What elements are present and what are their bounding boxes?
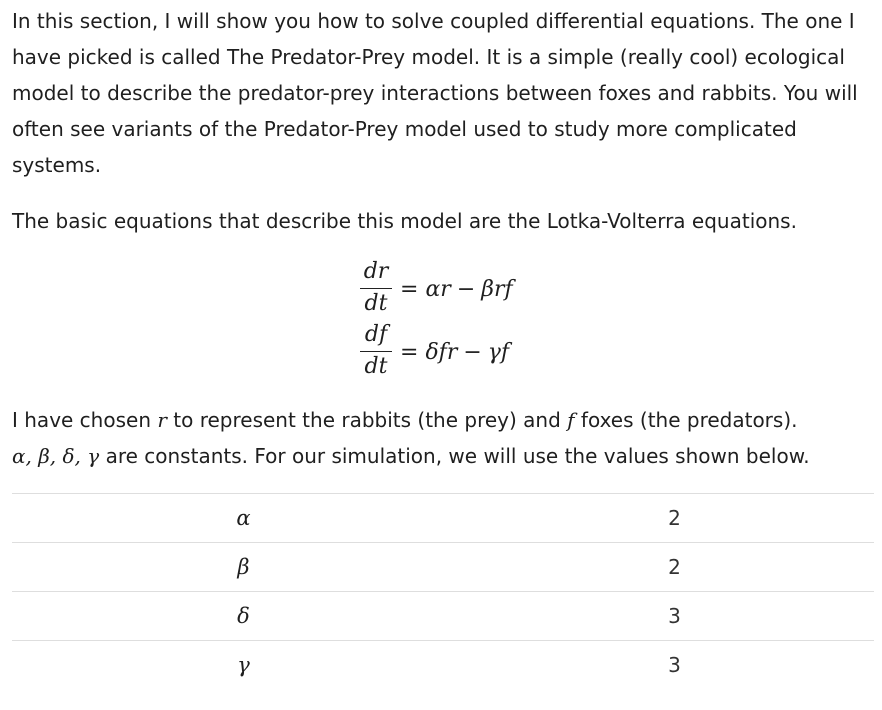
constant-value: 3 bbox=[668, 653, 681, 677]
intro-paragraph: In this section, I will show you how to solve coupled differential equations. The one I have picked is called The Predator-Prey model. It is a simple (really cool) ecological model to describe the predator-prey interactions between foxes and rabbits. You will often see variants of the Predator-Prey model used to study more complicated systems. bbox=[12, 9, 858, 177]
equation-foxes bbox=[358, 321, 658, 381]
table-row bbox=[12, 641, 874, 690]
equation-term: αr bbox=[425, 277, 451, 302]
fraction-numerator: df bbox=[364, 322, 388, 347]
constant-symbol: γ bbox=[237, 653, 250, 677]
equation-term: γf bbox=[487, 340, 510, 365]
symbol-cell bbox=[12, 592, 475, 641]
fraction-bar bbox=[360, 288, 392, 289]
constant-symbol: δ bbox=[237, 604, 250, 628]
variable-r: r bbox=[157, 408, 167, 432]
value-cell bbox=[475, 592, 874, 641]
equation-rhs bbox=[400, 341, 509, 365]
equation-term: βrf bbox=[481, 277, 513, 302]
variable-f: f bbox=[567, 408, 575, 432]
explanation-paragraph bbox=[12, 402, 872, 474]
fraction-denominator: dt bbox=[364, 291, 388, 316]
explanation-text: to represent the rabbits (the prey) and bbox=[166, 408, 568, 432]
constant-value: 2 bbox=[668, 506, 681, 530]
equals-sign: = bbox=[400, 340, 419, 365]
explanation-text: I have chosen bbox=[12, 408, 158, 432]
constants-symbols: α, β, δ, γ bbox=[12, 444, 100, 468]
equation-term: δfr bbox=[425, 340, 458, 365]
equation-rhs bbox=[400, 278, 513, 302]
symbol-cell bbox=[12, 641, 475, 690]
value-cell bbox=[475, 641, 874, 690]
minus-operator: − bbox=[456, 277, 476, 302]
constant-value: 2 bbox=[668, 555, 681, 579]
constant-value: 3 bbox=[668, 604, 681, 628]
constant-symbol: α bbox=[236, 506, 251, 530]
table-row bbox=[12, 592, 874, 641]
minus-operator: − bbox=[463, 340, 482, 365]
explanation-text: are constants. For our simulation, we will use the values shown below. bbox=[99, 444, 810, 468]
symbol-cell bbox=[12, 494, 475, 543]
table-row bbox=[12, 494, 874, 543]
explanation-text: foxes (the predators). bbox=[574, 408, 798, 432]
fraction-numerator: dr bbox=[363, 259, 389, 284]
symbol-cell bbox=[12, 543, 475, 592]
fraction-denominator: dt bbox=[364, 354, 388, 379]
value-cell bbox=[475, 494, 874, 543]
constants-table bbox=[12, 493, 874, 689]
value-cell bbox=[475, 543, 874, 592]
fraction-bar bbox=[360, 351, 392, 352]
equations-intro-paragraph: The basic equations that describe this model are the Lotka-Volterra equations. bbox=[12, 209, 797, 233]
equation-rabbits bbox=[358, 258, 658, 318]
table-row bbox=[12, 543, 874, 592]
constant-symbol: β bbox=[237, 555, 250, 579]
equals-sign: = bbox=[400, 277, 419, 302]
